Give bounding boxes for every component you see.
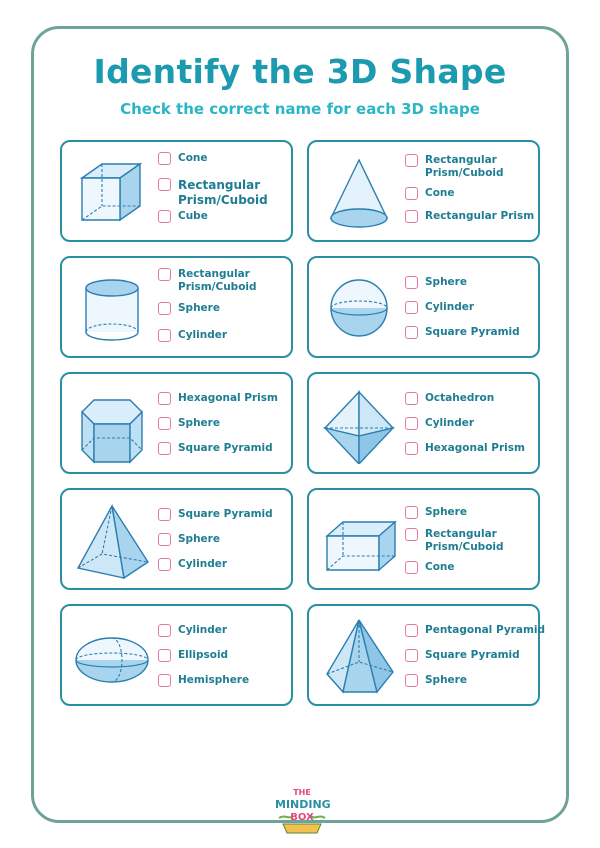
question-card-5 (60, 372, 293, 474)
option-row (405, 326, 545, 339)
option-row (405, 506, 545, 519)
option-row (405, 276, 545, 289)
option-label: Cylinder (425, 417, 475, 429)
sphere-icon (319, 268, 399, 348)
answer-checkbox[interactable] (405, 674, 418, 687)
answer-checkbox[interactable] (158, 674, 171, 687)
answer-checkbox[interactable] (405, 417, 418, 430)
option-row (158, 624, 298, 637)
answer-checkbox[interactable] (158, 508, 171, 521)
option-label: Pentagonal Pyramid (425, 624, 545, 636)
answer-checkbox[interactable] (405, 154, 418, 167)
option-row (158, 302, 298, 315)
option-row (405, 154, 545, 180)
option-row (405, 187, 545, 200)
option-label: Sphere (425, 276, 467, 288)
option-label: Sphere (425, 674, 467, 686)
answer-checkbox[interactable] (158, 558, 171, 571)
question-card-10 (307, 604, 545, 706)
option-label: Square Pyramid (425, 649, 520, 661)
hexagonal-prism-icon (72, 384, 152, 464)
rectangular-prism-icon (319, 500, 399, 580)
option-label: Rectangular Prism (425, 210, 535, 222)
cylinder-icon (72, 268, 152, 348)
option-row (158, 533, 298, 546)
option-row (158, 210, 298, 223)
answer-checkbox[interactable] (405, 442, 418, 455)
option-label: Sphere (178, 417, 220, 429)
option-label: Cone (425, 561, 455, 573)
answer-checkbox[interactable] (158, 392, 171, 405)
answer-checkbox[interactable] (158, 417, 171, 430)
option-row (405, 528, 545, 554)
answer-checkbox[interactable] (405, 506, 418, 519)
answer-checkbox[interactable] (158, 649, 171, 662)
page-subtitle: Check the correct name for each 3D shape (120, 100, 480, 118)
pentagonal-pyramid-icon (319, 616, 399, 696)
question-card-7 (60, 488, 293, 590)
option-label: Sphere (178, 302, 220, 314)
answer-checkbox[interactable] (158, 152, 171, 165)
option-label: Cone (178, 152, 208, 164)
option-label: Cylinder (425, 301, 475, 313)
answer-checkbox[interactable] (405, 210, 418, 223)
answer-checkbox[interactable] (158, 533, 171, 546)
option-row (158, 674, 298, 687)
option-label: Square Pyramid (178, 508, 273, 520)
option-row (405, 649, 545, 662)
option-label: Sphere (425, 506, 467, 518)
option-row (158, 558, 298, 571)
question-card-6 (307, 372, 540, 474)
option-row (158, 152, 298, 165)
minding-box-logo (275, 784, 329, 834)
answer-checkbox[interactable] (158, 442, 171, 455)
answer-checkbox[interactable] (158, 302, 171, 315)
option-row (158, 392, 298, 405)
octahedron-icon (319, 384, 399, 464)
logo-line-2: MINDING (275, 798, 331, 811)
option-row (158, 417, 298, 430)
answer-checkbox[interactable] (405, 276, 418, 289)
option-label: Cube (178, 210, 208, 222)
option-row (158, 508, 298, 521)
answer-checkbox[interactable] (158, 210, 171, 223)
option-row (158, 329, 298, 342)
option-label: Cylinder (178, 329, 228, 341)
option-label: Rectangular Prism/Cuboid (425, 528, 504, 553)
option-label: Hemisphere (178, 674, 250, 686)
square-pyramid-icon (72, 500, 152, 580)
option-label: Octahedron (425, 392, 495, 404)
option-row (158, 649, 298, 662)
question-card-9 (60, 604, 293, 706)
logo-line-1: THE (293, 788, 311, 797)
cube-icon (72, 152, 152, 232)
option-row (405, 301, 545, 314)
option-label: Ellipsoid (178, 649, 229, 661)
option-label: Rectangular Prism/Cuboid (425, 154, 504, 179)
answer-checkbox[interactable] (405, 528, 418, 541)
answer-checkbox[interactable] (405, 649, 418, 662)
question-card-2 (307, 140, 540, 242)
question-card-8 (307, 488, 540, 590)
page-title: Identify the 3D Shape (93, 52, 507, 91)
option-row (405, 417, 545, 430)
option-row (158, 268, 298, 294)
option-label: Cylinder (178, 558, 228, 570)
option-label: Cylinder (178, 624, 228, 636)
option-row (405, 624, 545, 637)
answer-checkbox[interactable] (405, 326, 418, 339)
option-row (405, 561, 545, 574)
option-label: Hexagonal Prism (425, 442, 525, 454)
option-label: Rectangular Prism/Cuboid (178, 178, 268, 207)
option-row (405, 392, 545, 405)
option-row (158, 178, 298, 208)
answer-checkbox[interactable] (405, 392, 418, 405)
option-label: Square Pyramid (178, 442, 273, 454)
answer-checkbox[interactable] (405, 561, 418, 574)
option-label: Sphere (178, 533, 220, 545)
question-card-1 (60, 140, 293, 242)
option-row (405, 210, 545, 223)
answer-checkbox[interactable] (158, 624, 171, 637)
logo-line-3: BOX (290, 812, 314, 823)
ellipsoid-icon (72, 616, 152, 696)
answer-checkbox[interactable] (158, 178, 171, 191)
answer-checkbox[interactable] (405, 301, 418, 314)
question-card-4 (307, 256, 540, 358)
option-label: Rectangular Prism/Cuboid (178, 268, 257, 293)
option-label: Hexagonal Prism (178, 392, 278, 404)
question-card-3 (60, 256, 293, 358)
option-row (405, 442, 545, 455)
answer-checkbox[interactable] (405, 624, 418, 637)
option-row (405, 674, 545, 687)
answer-checkbox[interactable] (158, 329, 171, 342)
answer-checkbox[interactable] (405, 187, 418, 200)
option-label: Cone (425, 187, 455, 199)
option-row (158, 442, 298, 455)
option-label: Square Pyramid (425, 326, 520, 338)
answer-checkbox[interactable] (158, 268, 171, 281)
cone-icon (319, 152, 399, 232)
